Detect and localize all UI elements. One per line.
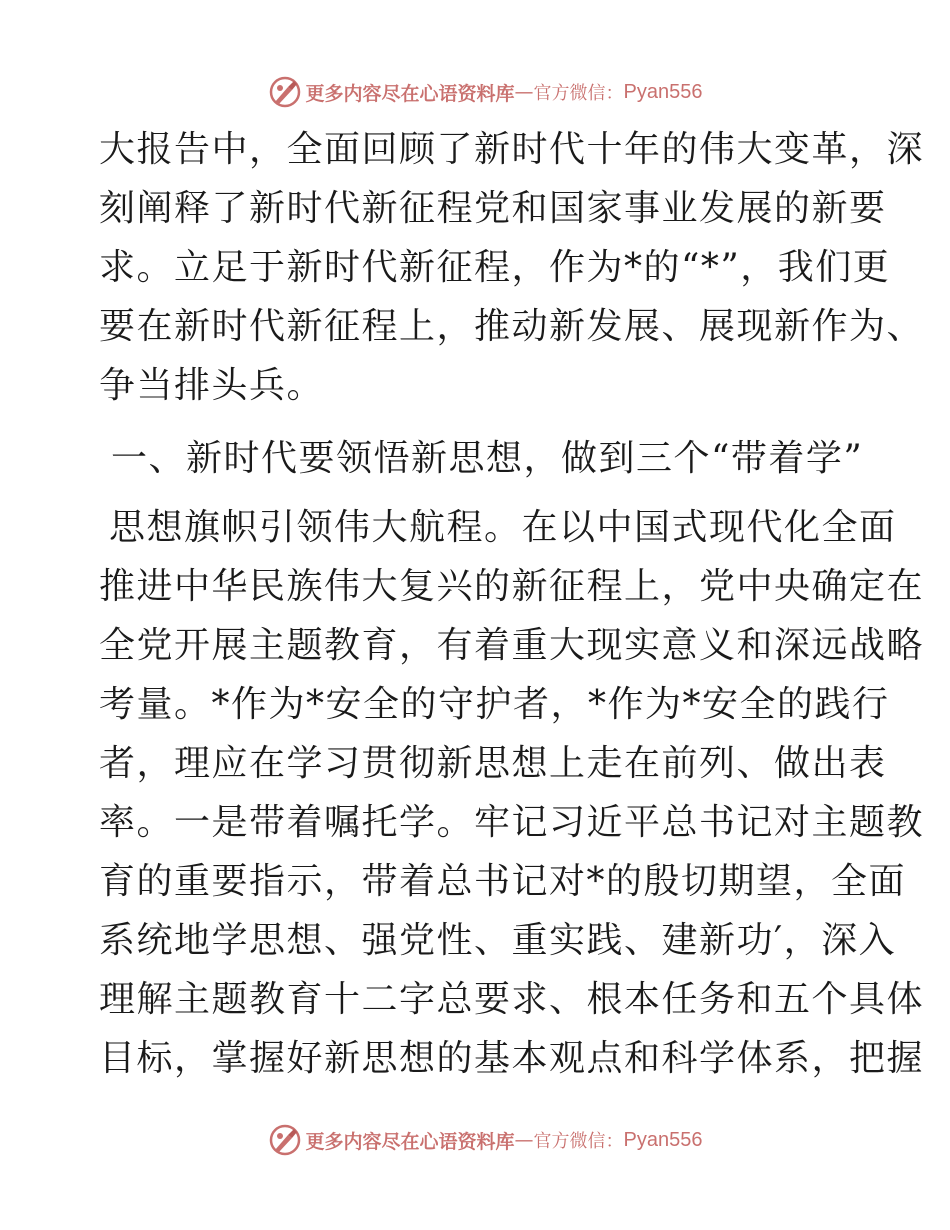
footer-banner-content xyxy=(268,1123,703,1157)
body-line-7: 育的重要指示，带着总书记对*的殷切期望，全面 xyxy=(99,861,907,902)
banner-separator: — xyxy=(514,81,534,103)
banner-content xyxy=(268,75,703,109)
body-line-1: 思想旗帜引领伟大航程。在以中国式现代化全面 xyxy=(109,507,897,548)
document-body xyxy=(99,120,925,1088)
body-line-9: 理解主题教育十二字总要求、根本任务和五个具体 xyxy=(99,979,925,1020)
footer-banner-text: 更多内容尽在心语资料库 xyxy=(305,1130,515,1153)
pen-logo-icon xyxy=(268,75,302,109)
body-line-3: 全党开展主题教育，有着重大现实意义和深远战略 xyxy=(99,625,925,666)
banner-wechat-id: Pyan556 xyxy=(623,80,703,103)
header-banner xyxy=(0,72,950,112)
body-line-4: 考量。*作为*安全的守护者，*作为*安全的践行 xyxy=(99,684,890,725)
intro-line-3: 求。立足于新时代新征程，作为*的“*”，我们更 xyxy=(99,247,891,288)
footer-banner-wechat-id: Pyan556 xyxy=(623,1128,703,1151)
section-heading: 一、新时代要领悟新思想，做到三个“带着学” xyxy=(111,438,864,479)
body-line-6: 率。一是带着嘱托学。牢记习近平总书记对主题教 xyxy=(99,802,925,843)
intro-line-1: 大报告中，全面回顾了新时代十年的伟大变革，深 xyxy=(99,129,925,170)
footer-banner xyxy=(0,1120,950,1160)
banner-wechat-label: 官方微信： xyxy=(533,83,624,104)
footer-banner-separator: — xyxy=(514,1129,534,1151)
intro-line-4: 要在新时代新征程上，推动新发展、展现新作为、 xyxy=(99,306,925,347)
body-line-5: 者，理应在学习贯彻新思想上走在前列、做出表 xyxy=(99,743,887,784)
banner-text: 更多内容尽在心语资料库 xyxy=(305,82,515,105)
body-line-8: 系统地学思想、强党性、重实践、建新功′，深入 xyxy=(99,920,897,961)
intro-line-5: 争当排头兵。 xyxy=(99,365,325,406)
footer-banner-wechat-label: 官方微信： xyxy=(533,1131,624,1152)
body-line-2: 推进中华民族伟大复兴的新征程上，党中央确定在 xyxy=(99,566,925,607)
intro-line-2: 刻阐释了新时代新征程党和国家事业发展的新要 xyxy=(99,188,887,229)
footer-pen-logo-icon xyxy=(268,1123,302,1157)
body-line-10: 目标，掌握好新思想的基本观点和科学体系，把握 xyxy=(99,1038,925,1079)
